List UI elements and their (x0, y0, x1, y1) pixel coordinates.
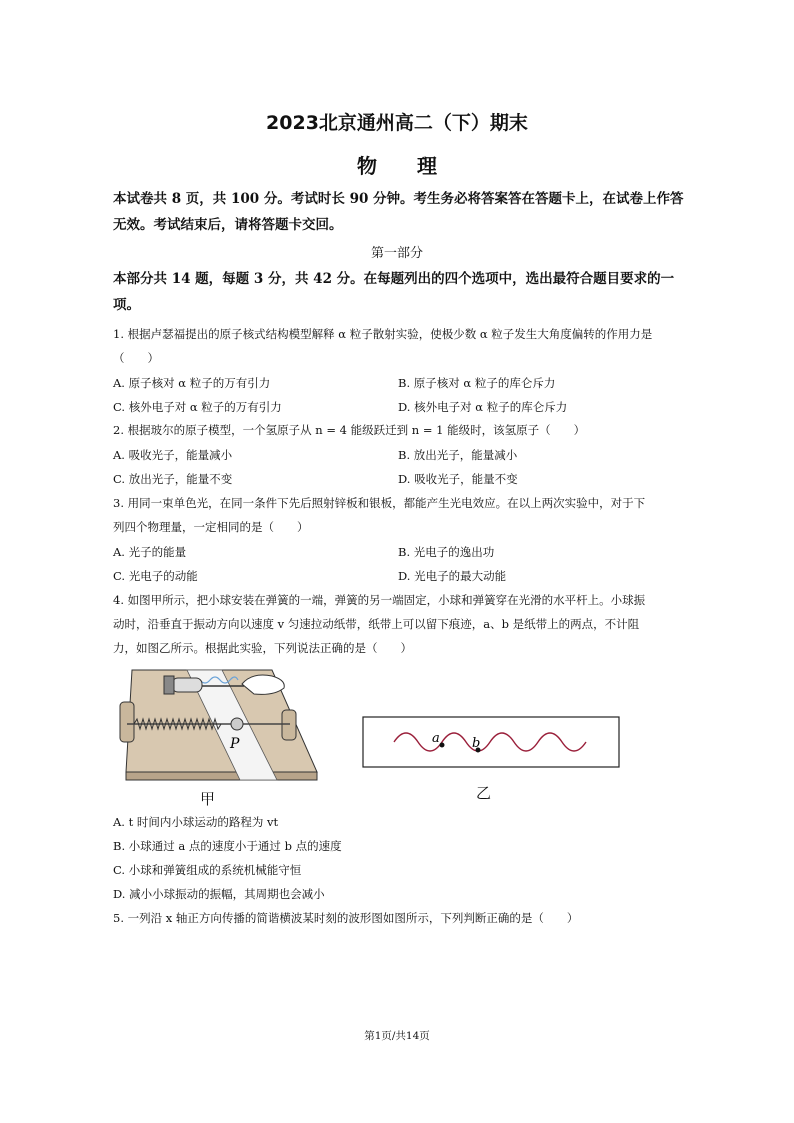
q3-option-c: C. 光电子的动能 (113, 569, 198, 583)
q4-stem-3: 力，如图乙所示。根据此实验，下列说法正确的是（ ） (113, 641, 412, 655)
label-b: b (472, 736, 481, 751)
q4-option-b: B. 小球通过 a 点的速度小于通过 b 点的速度 (113, 839, 342, 853)
q2-option-c: C. 放出光子，能量不变 (113, 472, 233, 486)
q3-stem-2: 列四个物理量，一定相同的是（ ） (113, 520, 309, 534)
page-footer: 第1页/共14页 (364, 1030, 430, 1042)
q3-option-b: B. 光电子的逸出功 (398, 545, 495, 559)
q1-stem-2: （ ） (113, 351, 159, 365)
q2-option-d: D. 吸收光子，能量不变 (398, 472, 518, 486)
exam-title: 2023北京通州高二（下）期末 (266, 112, 528, 134)
label-p: P (230, 736, 240, 752)
q1-stem-1: 1. 根据卢瑟福提出的原子核式结构模型解释 α 粒子散射实验，使极少数 α 粒子发生大角度偏转的作用力是 (113, 327, 653, 341)
q1-option-a: A. 原子核对 α 粒子的万有引力 (113, 376, 271, 390)
q1-option-c: C. 核外电子对 α 粒子的万有引力 (113, 400, 282, 414)
figure-yi-tape (362, 716, 620, 768)
part-heading: 第一部分 (370, 246, 423, 261)
part-desc-1: 本部分共 14 题，每题 3 分，共 42 分。在每题列出的四个选项中，选出最符合题目要求的一 (113, 271, 675, 287)
point-a (440, 743, 445, 748)
q4-stem-2: 动时，沿垂直于振动方向以速度 v 匀速拉动纸带，纸带上可以留下痕迹，a、b 是纸带上的两点，不计阻 (113, 617, 640, 631)
q2-stem: 2. 根据玻尔的原子模型，一个氢原子从 n = 4 能级跃迁到 n = 1 能级时，该氢原子（ ） (113, 423, 586, 437)
label-a: a (432, 731, 440, 746)
q4-option-d: D. 减小小球振动的振幅，其周期也会减小 (113, 887, 325, 901)
instructions-line-2: 无效。考试结束后，请将答题卡交回。 (113, 217, 343, 233)
q2-option-a: A. 吸收光子，能量减小 (113, 448, 233, 462)
q3-option-a: A. 光子的能量 (113, 545, 187, 559)
q4-option-c: C. 小球和弹簧组成的系统机械能守恒 (113, 863, 302, 877)
caption-jia: 甲 (200, 790, 216, 808)
q4-stem-1: 4. 如图甲所示，把小球安装在弹簧的一端，弹簧的另一端固定，小球和弹簧穿在光滑的水平杆上。小球振 (113, 593, 646, 607)
q2-option-b: B. 放出光子，能量减小 (398, 448, 518, 462)
q3-option-d: D. 光电子的最大动能 (398, 569, 507, 583)
part-desc-2: 项。 (113, 297, 140, 313)
caption-yi: 乙 (476, 784, 492, 802)
q1-option-d: D. 核外电子对 α 粒子的库仑斥力 (398, 400, 568, 414)
subject-title: 物理 (357, 154, 477, 178)
q5-stem: 5. 一列沿 x 轴正方向传播的简谐横波某时刻的波形图如图所示，下列判断正确的是（ ） (113, 911, 579, 925)
figure-jia-apparatus (112, 662, 322, 784)
instructions-line-1: 本试卷共 8 页，共 100 分。考试时长 90 分钟。考生务必将答案答在答题卡上，在试卷上作答 (113, 191, 684, 207)
q3-stem-1: 3. 用同一束单色光，在同一条件下先后照射锌板和银板，都能产生光电效应。在以上两次实验中，对于下 (113, 496, 646, 510)
q1-option-b: B. 原子核对 α 粒子的库仑斥力 (398, 376, 556, 390)
q4-option-a: A. t 时间内小球运动的路程为 vt (113, 815, 279, 829)
